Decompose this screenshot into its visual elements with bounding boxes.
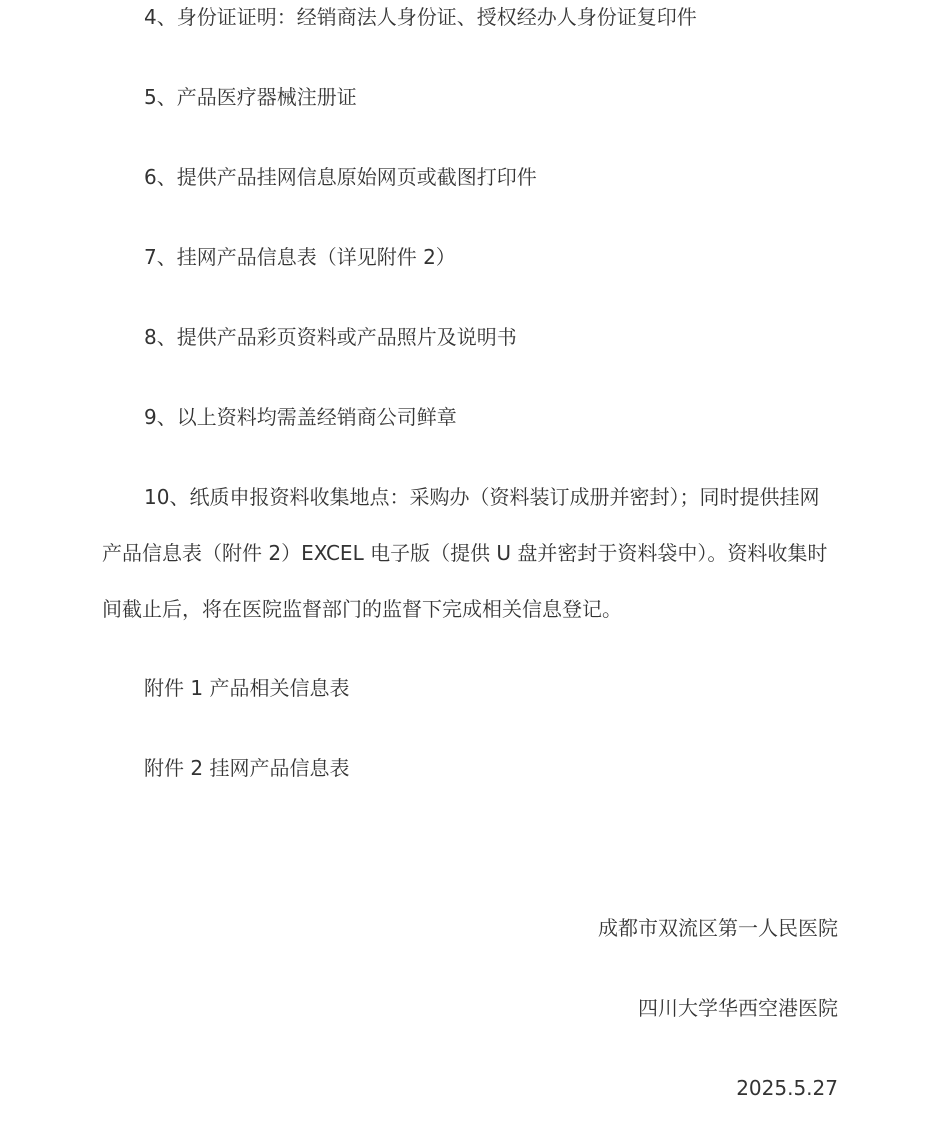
requirement-item-6: 6、提供产品挂网信息原始网页或截图打印件	[144, 165, 537, 189]
requirement-item-7: 7、挂网产品信息表（详见附件 2）	[144, 245, 456, 269]
requirement-item-10: 10、纸质申报资料收集地点：采购办（资料装订成册并密封）；同时提供挂网产品信息表（附件 2）EXCEL 电子版（提供 U 盘并密封于资料袋中）。资料收集时间截止后，将在医院监督部门的监督下完成相关信息登记。	[102, 485, 828, 621]
signature-org-1: 成都市双流区第一人民医院	[598, 916, 838, 940]
attachment-2: 附件 2 挂网产品信息表	[144, 756, 350, 780]
signature-date: 2025.5.27	[736, 1076, 838, 1100]
requirement-item-8: 8、提供产品彩页资料或产品照片及说明书	[144, 325, 517, 349]
signature-org-2: 四川大学华西空港医院	[638, 996, 838, 1020]
requirement-item-9: 9、以上资料均需盖经销商公司鲜章	[144, 405, 457, 429]
requirement-item-5: 5、产品医疗器械注册证	[144, 85, 357, 109]
attachment-1: 附件 1 产品相关信息表	[144, 676, 350, 700]
requirement-item-4: 4、身份证证明：经销商法人身份证、授权经办人身份证复印件	[144, 5, 697, 29]
